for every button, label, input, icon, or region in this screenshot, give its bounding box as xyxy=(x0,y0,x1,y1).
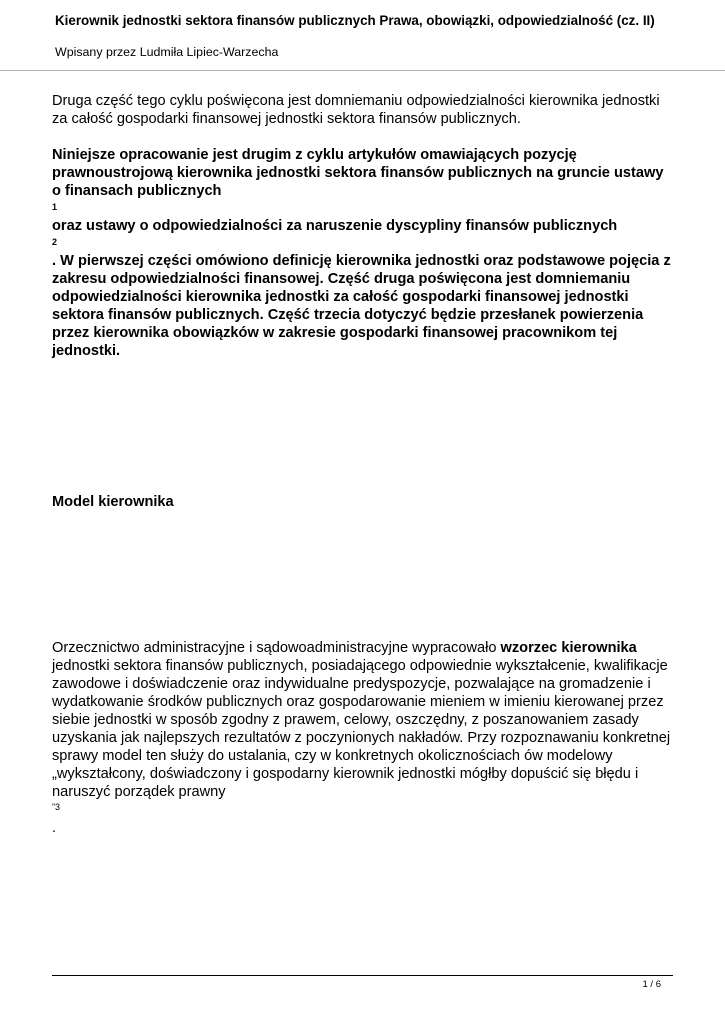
intro-paragraph: Druga część tego cyklu poświęcona jest domniemaniu odpowiedzialności kierownika jednostki za całość gospodarki finansowej jednostki sektora finansów publicznych. xyxy=(52,93,660,127)
footnote-ref-1[interactable]: 1 xyxy=(52,202,58,212)
lead-paragraph-part2: oraz ustawy o odpowiedzialności za naruszenie dyscypliny finansów publicznych xyxy=(52,218,618,234)
footer-divider xyxy=(52,975,673,976)
page-header xyxy=(0,0,725,71)
section-body xyxy=(52,639,682,837)
section-text-rest: jednostki sektora finansów publicznych, posiadającego odpowiednie wykształcenie, kwalifikacje zawodowe i doświadczenie oraz indywidualne predyspozycje, pozwalające na gromadzenie i wydatkowanie środków publicznych oraz gospodarowanie mieniem w imieniu kierowanej przez siebie jednostki w sposób zgodny z prawem, celowy, oszczędny, z poszanowaniem zasady uzyskania jak najlepszych rezultatów z poczynionych nakładów. Przy rozpoznawaniu konkretnej sprawy model ten służy do ustalania, czy w konkretnych okolicznościach ów modelowy „wykształcony, doświadczony i gospodarny kierownik jednostki mógłby dopuścić się błędu i naruszyć porządek prawny xyxy=(52,658,671,800)
footnote-ref-2[interactable]: 2 xyxy=(52,237,58,247)
lead-paragraph-part1: Niniejsze opracowanie jest drugim z cyklu artykułów omawiających pozycję prawnoustrojową kierownika jednostki sektora finansów publicznych na gruncie ustawy o finansach publicznych xyxy=(52,147,664,199)
footnote-ref-3[interactable]: ”3 xyxy=(52,802,61,812)
page-number: 1 / 6 xyxy=(642,979,661,990)
lead-paragraph-part3: . W pierwszej części omówiono definicję kierownika jednostki oraz podstawowe pojęcia z zakresu odpowiedzialności finansowej. Część druga poświęcona jest domniemaniu odpowiedzialności kierownika jednostki za całość gospodarki finansowej jednostki sektora finansów publicznych. Część trzecia dotyczyć będzie przesłanek powierzenia przez kierownika obowiązków w zakresie gospodarki finansowej pracownikom tej jednostki. xyxy=(52,253,671,359)
section-bold-term: wzorzec kierownika xyxy=(500,640,637,656)
section-paragraph xyxy=(52,639,682,801)
section-text-start: Orzecznictwo administracyjne i sądowoadministracyjne wypracowało xyxy=(52,640,501,656)
document-author: Wpisany przez Ludmiła Lipiec-Warzecha xyxy=(55,45,279,59)
document-title: Kierownik jednostki sektora finansów publicznych Prawa, obowiązki, odpowiedzialność (cz. II) xyxy=(55,13,655,28)
article-content xyxy=(52,92,682,360)
section-heading: Model kierownika xyxy=(52,494,174,510)
section-tail: . xyxy=(52,820,57,836)
